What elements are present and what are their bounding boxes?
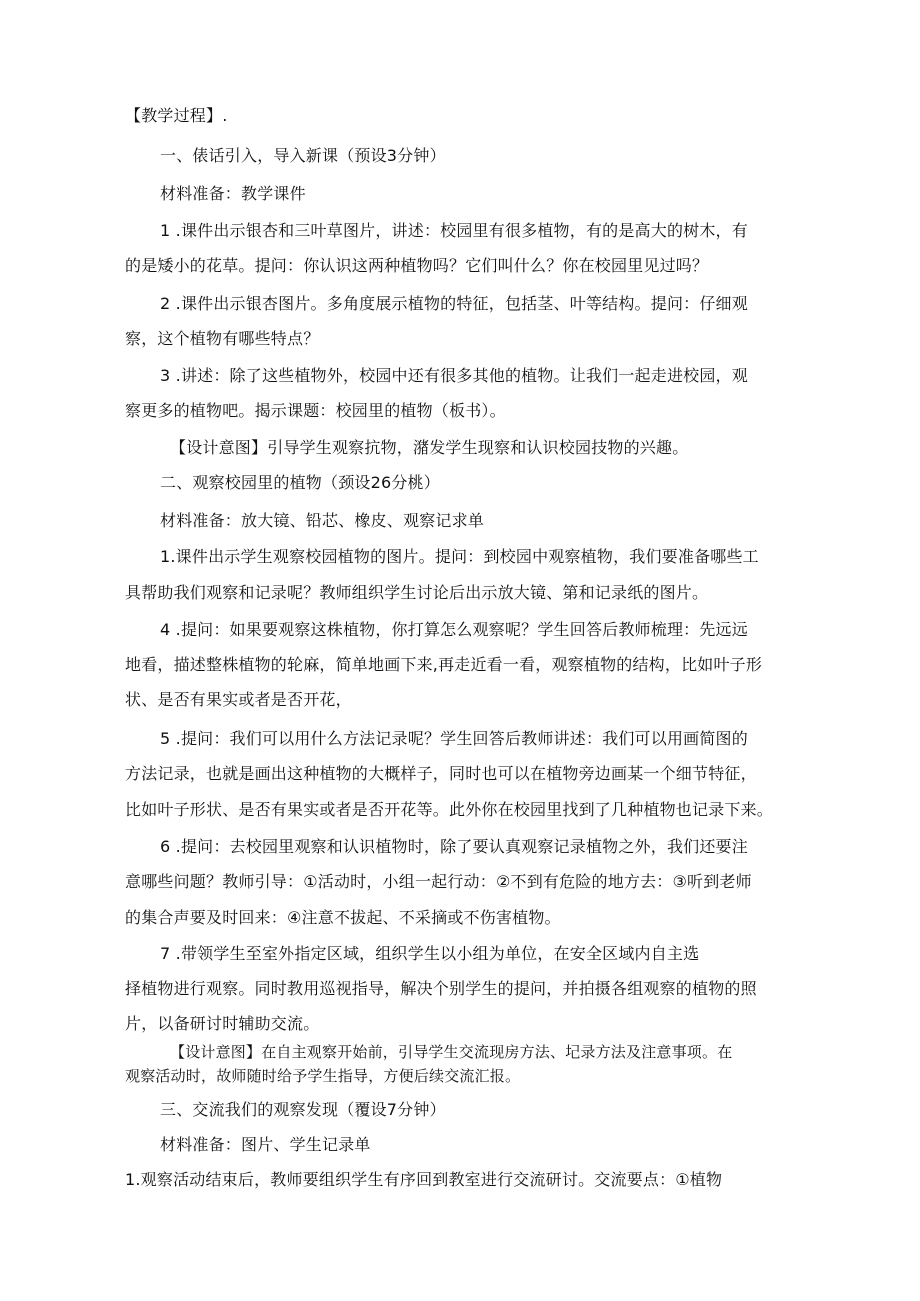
paragraph-line: 地看，描述整株植物的轮麻，简单地画下来,再走近看一看，观察植物的结构，比如叶子形 [125, 655, 763, 674]
paragraph-line: 察，这个植物有哪些特点？ [125, 329, 320, 348]
materials-line-3: 材料准备：图片、学生记录单 [160, 1135, 371, 1154]
paragraph-line: 状、是否有果实或者是否开花， [125, 690, 352, 709]
paragraph-line: 7 .带领学生至室外指定区域，组织学生以小组为单位，在安全区域内自主选 [160, 944, 700, 963]
paragraph-line: 4 .提问：如果要观察这株植物，你打算怎么观察呢？学生回答后教师梳理：先远远 [160, 620, 748, 639]
paragraph-line: 比如叶子形状、是否有果实或者是否开花等。此外你在校园里找到了几种植物也记录下来。 [125, 800, 774, 819]
paragraph-line: 片，以备研讨时辅助交流。 [125, 1014, 320, 1033]
paragraph-line: 3 .讲述：除了这些植物外，校园中还有很多其他的植物。让我们一起走进校园，观 [160, 366, 748, 385]
design-intent-1: 【设计意图】引导学生观察抗物，潴发学生现察和认识校园技物的兴趣。 [170, 438, 689, 457]
design-intent-2: 【设计意图】在自主观察开始前，引导学生交流现房方法、圮录方法及注意事项。在 [170, 1043, 733, 1061]
section-heading-2: 二、观察校园里的植物（颈设26分桃） [160, 473, 440, 492]
paragraph-line: 察更多的植物吧。揭示课题：校园里的植物（板书）。 [125, 401, 506, 420]
section-heading-1: 一、俵话引入，导入新课（预设3分钟） [160, 146, 446, 165]
paragraph-line: 1 .课件出示银杏和三叶草图片，讲述：校园里有很多植物，有的是高大的树木，有 [160, 221, 748, 240]
paragraph-line: 观察活动时，故师随时给予学生指导，方便后续交流汇报。 [125, 1067, 521, 1085]
paragraph-line: 5 .提问：我们可以用什么方法记录呢？学生回答后教师讲述：我们可以用画简图的 [160, 729, 748, 748]
paragraph-line: 6 .提问：去校园里观察和认识植物时，除了要认真观察记录植物之外，我们还要注 [160, 837, 748, 856]
paragraph-line: 1.课件出示学生观察校园植物的图片。提问：到校园中观察植物，我们要准备哪些工 [160, 547, 759, 566]
paragraph-line: 意哪些问题？教师引导：①活动时，小组一起行动：②不到有危险的地方去：③听到老师 [125, 872, 752, 891]
paragraph-line: 方法记录，也就是画出这种植物的大概样子，同时也可以在植物旁边画某一个细节特征， [125, 764, 757, 783]
section-heading-3: 三、交流我们的观察发现（覆设7分钟） [160, 1100, 446, 1119]
paragraph-line: 具帮助我们观察和记录呢？教师组织学生讨论后出示放大镜、第和记录纸的图片。 [125, 583, 709, 602]
paragraph-line: 的集合声要及时回来：④注意不拔起、不采摘或不伤害植物。 [125, 908, 561, 927]
paragraph-line: 的是矮小的花草。提问：你认识这两种植物吗？它们叫什么？你在校园里见过吗？ [125, 256, 709, 275]
paragraph-line: 1.观察活动结束后，教师要组织学生有序回到教室进行交流研讨。交流要点：①植物 [125, 1170, 723, 1189]
materials-line-1: 材料准备：教学课件 [160, 184, 306, 203]
paragraph-line: 2 .课件出示银杏图片。多角度展示植物的特征，包括茎、叶等结构。提问：仔细观 [160, 294, 748, 313]
materials-line-2: 材料准备：放大镜、铅芯、橡皮、观察记求单 [160, 511, 485, 530]
section-heading-teaching-process: 【教学过程】. [125, 106, 228, 125]
paragraph-line: 择植物进行观察。同时教用巡视指导，解决个别学生的提问，并拍摄各组观察的植物的照 [125, 979, 757, 998]
